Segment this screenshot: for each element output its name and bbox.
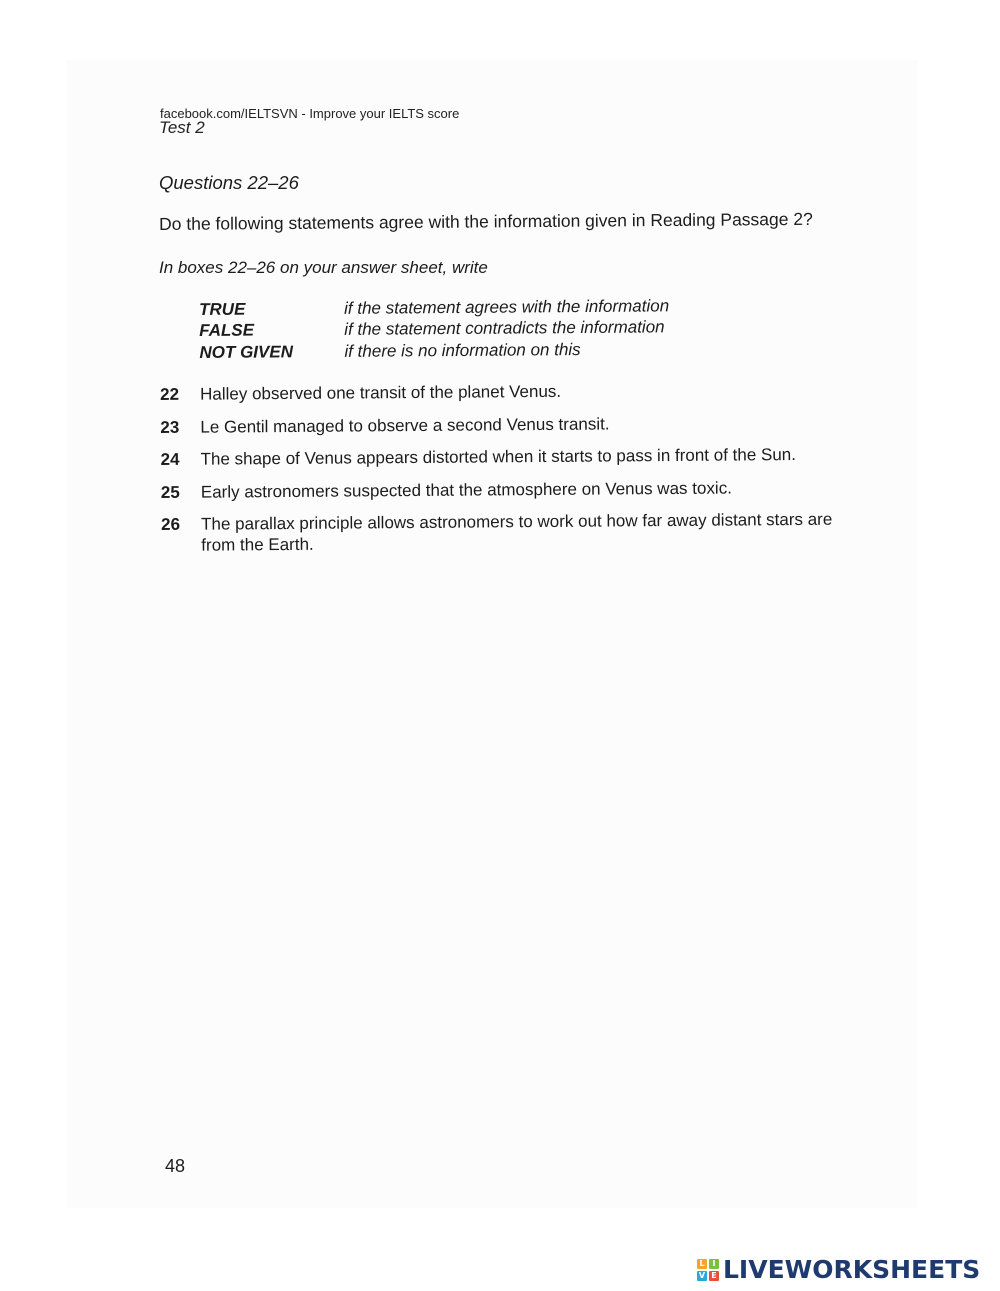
legend-key: TRUE xyxy=(199,299,246,319)
legend-key: FALSE xyxy=(199,320,255,341)
logo-letter-l: L xyxy=(697,1259,707,1269)
legend-row-not-given xyxy=(199,338,669,363)
question-number: 24 xyxy=(160,449,180,469)
legend-description: if there is no information on this xyxy=(344,339,581,361)
legend-key: NOT GIVEN xyxy=(199,342,294,362)
question-26 xyxy=(161,508,861,555)
question-23 xyxy=(160,411,860,437)
question-number: 23 xyxy=(160,417,180,437)
instruction-text: Do the following statements agree with the information given in Reading Passage 2? xyxy=(159,208,813,234)
page-number: 48 xyxy=(165,1156,186,1176)
legend-description: if the statement agrees with the information xyxy=(344,296,670,318)
write-instruction: In boxes 22–26 on your answer sheet, write xyxy=(159,258,488,277)
question-number: 25 xyxy=(160,482,180,502)
question-text: The parallax principle allows astronomers to work out how far away distant stars are from the Earth. xyxy=(201,509,833,555)
question-22 xyxy=(160,379,860,405)
question-25 xyxy=(161,476,861,502)
question-number: 22 xyxy=(160,384,180,404)
logo-letter-i: I xyxy=(709,1259,719,1269)
liveworksheets-logo-icon xyxy=(697,1259,719,1281)
question-text: The shape of Venus appears distorted when it starts to pass in front of the Sun. xyxy=(200,445,797,469)
legend-description: if the statement contradicts the information xyxy=(344,317,665,340)
liveworksheets-brand[interactable] xyxy=(697,1256,980,1284)
source-header: facebook.com/IELTSVN - Improve your IELTS score xyxy=(160,106,460,121)
logo-letter-e: E xyxy=(709,1271,719,1281)
question-24 xyxy=(161,444,861,470)
answer-legend xyxy=(199,295,670,363)
question-number: 26 xyxy=(161,514,181,534)
question-text: Halley observed one transit of the planet Venus. xyxy=(200,381,562,404)
test-label: Test 2 xyxy=(159,118,205,137)
brand-name: LIVEWORKSHEETS xyxy=(723,1255,981,1284)
question-list xyxy=(160,379,861,568)
question-text: Le Gentil managed to observe a second Venus transit. xyxy=(200,413,610,437)
logo-letter-v: V xyxy=(698,1271,706,1280)
question-text: Early astronomers suspected that the atmosphere on Venus was toxic. xyxy=(200,478,732,502)
questions-title: Questions 22–26 xyxy=(159,172,299,193)
